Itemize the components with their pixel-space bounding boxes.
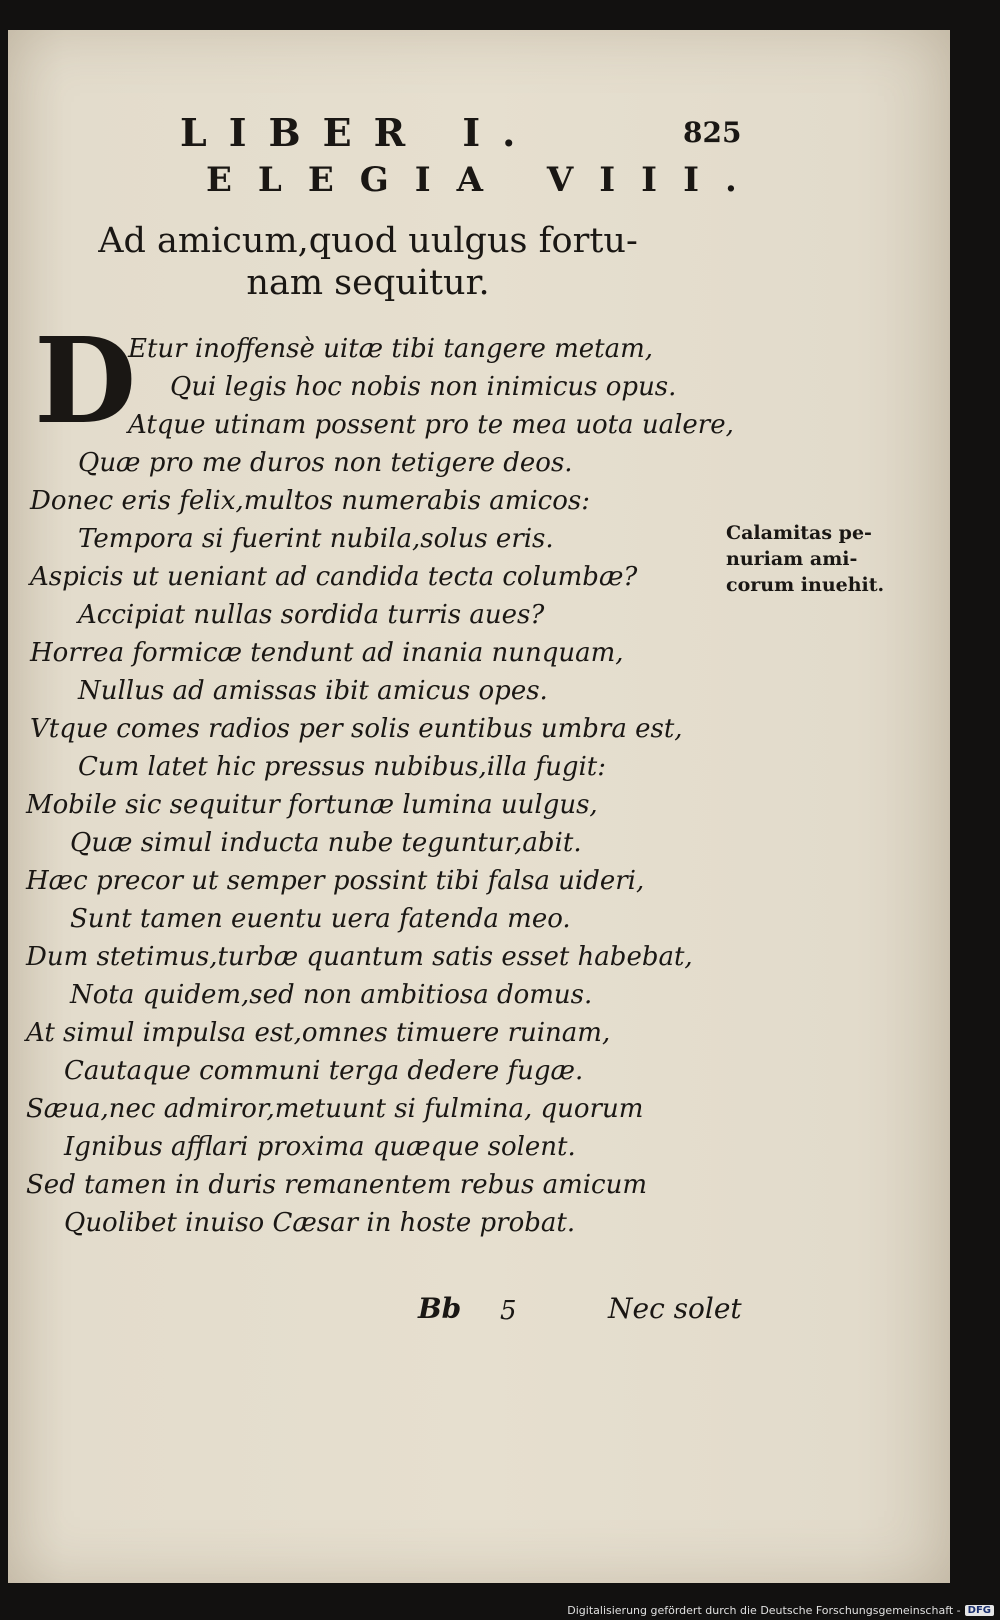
- digitization-credit: [567, 1604, 994, 1617]
- verse-line: Atque utinam possent pro te mea uota ualere,: [128, 410, 734, 440]
- verse-line: Sunt tamen euentu uera fatenda meo.: [70, 904, 571, 934]
- poem-heading: [88, 220, 648, 304]
- elegy-title: ELEGIA VIII.: [206, 160, 763, 200]
- verse-line: Etur inoffensè uitæ tibi tangere metam,: [128, 334, 654, 364]
- signature-mark: Bb: [418, 1292, 462, 1325]
- verse-line: Vtque comes radios per solis euntibus umbra est,: [30, 714, 683, 744]
- verse-line: Quæ simul inducta nube teguntur,abit.: [70, 828, 582, 858]
- marginal-note-line: Calamitas pe-: [726, 522, 872, 544]
- verse-line: Dum stetimus,turbæ quantum satis esset habebat,: [26, 942, 693, 972]
- folio-number: 825: [683, 116, 742, 149]
- dfg-logo: DFG: [965, 1605, 994, 1616]
- verse-line: Cautaque communi terga dedere fugæ.: [64, 1056, 584, 1086]
- verse-line: Nota quidem,sed non ambitiosa domus.: [70, 980, 593, 1010]
- verse-line: Sæua,nec admiror,metuunt si fulmina, quorum: [26, 1094, 644, 1124]
- drop-capital: D: [34, 311, 137, 450]
- book-page: [8, 30, 950, 1583]
- signature-number: 5: [500, 1296, 517, 1326]
- verse-line: Donec eris felix,multos numerabis amicos:: [30, 486, 591, 516]
- verse-line: Mobile sic sequitur fortunæ lumina uulgus,: [26, 790, 598, 820]
- verse-line: Horrea formicæ tendunt ad inania nunquam,: [30, 638, 624, 668]
- credit-text: Digitalisierung gefördert durch die Deutsche Forschungsgemeinschaft -: [567, 1604, 961, 1617]
- verse-line: At simul impulsa est,omnes timuere ruinam,: [26, 1018, 611, 1048]
- verse-line: Cum latet hic pressus nubibus,illa fugit:: [78, 752, 606, 782]
- verse-line: Aspicis ut ueniant ad candida tecta columbæ?: [30, 562, 638, 592]
- marginal-note-line: corum inuehit.: [726, 574, 885, 596]
- verse-line: Tempora si fuerint nubila,solus eris.: [78, 524, 554, 554]
- catchword: Nec solet: [608, 1292, 742, 1325]
- heading-line: Ad amicum,quod uulgus fortu-: [98, 221, 638, 261]
- heading-line: nam sequitur.: [246, 263, 490, 303]
- verse-line: Accipiat nullas sordida turris aues?: [78, 600, 545, 630]
- verse-line: Sed tamen in duris remanentem rebus amicum: [26, 1170, 648, 1200]
- running-head: LIBER I.: [180, 110, 538, 155]
- verse-line: Qui legis hoc nobis non inimicus opus.: [170, 372, 677, 402]
- verse-line: Hæc precor ut semper possint tibi falsa uideri,: [26, 866, 645, 896]
- verse-line: Nullus ad amissas ibit amicus opes.: [78, 676, 548, 706]
- marginal-note: [726, 520, 916, 598]
- verse-line: Ignibus afflari proxima quæque solent.: [64, 1132, 576, 1162]
- marginal-note-line: nuriam ami-: [726, 548, 858, 570]
- verse-line: Quæ pro me duros non tetigere deos.: [78, 448, 573, 478]
- verse-line: Quolibet inuiso Cæsar in hoste probat.: [64, 1208, 576, 1238]
